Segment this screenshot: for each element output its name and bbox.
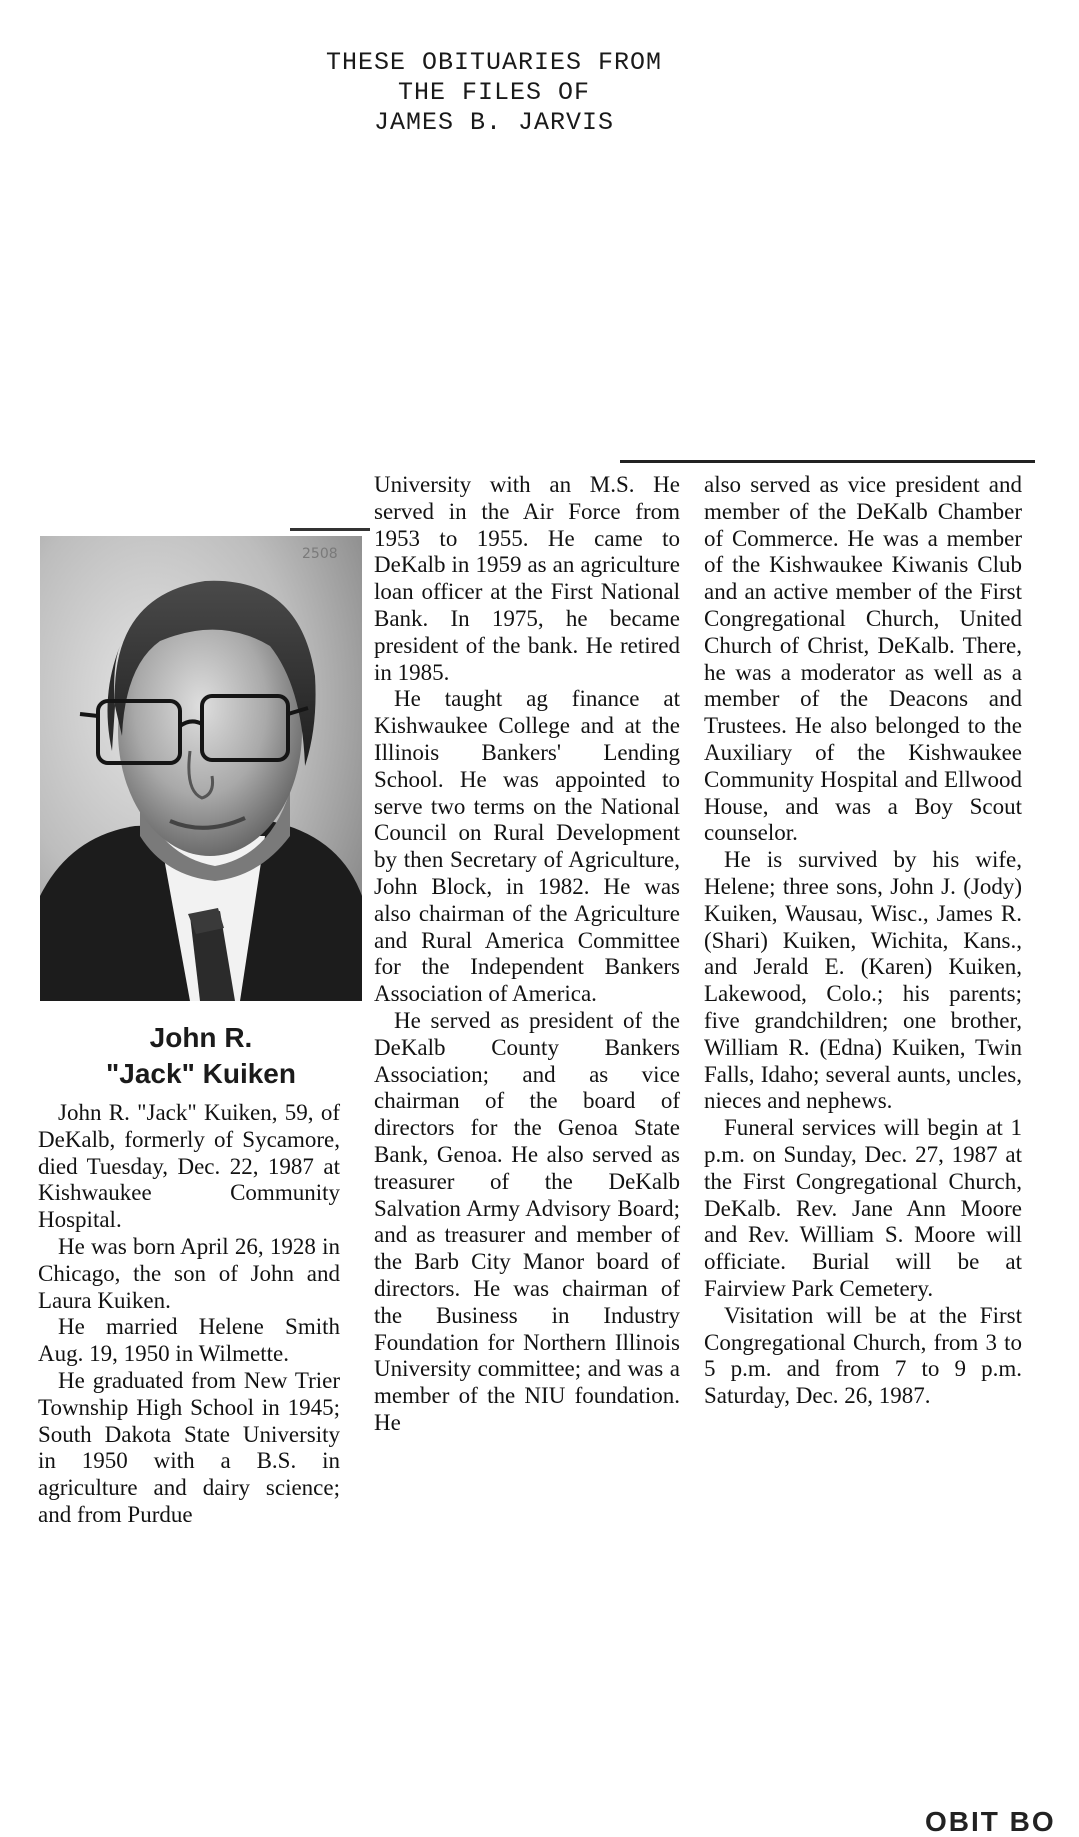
paragraph-civic: also served as vice president and member of the DeKalb Chamber of Commerce. He was a member of the Kishwaukee Kiwanis Club and an active member of the First Congregational Church, United Church of Christ, DeKalb. There, he was a moderator as well as a member of the Deacons and Trustees. He also belonged to the Auxiliary of the Kishwaukee Community Hospital and Ellwood House, and was a Boy Scout counselor.	[704, 472, 1022, 846]
portrait-photo	[40, 536, 362, 1001]
paragraph-survivors: He is survived by his wife, Helene; three sons, John J. (Jody) Kuiken, Wausau, Wisc., James R. (Shari) Kuiken, Wichita, Kans., and Jerald E. (Karen) Kuiken, Lakewood, Colo.; his parents; five grandchildren; one brother, William R. (Edna) Kuiken, Twin Falls, Idaho; several aunts, uncles, nieces and nephews.	[704, 847, 1022, 1114]
header-line-2: THE FILES OF	[397, 78, 591, 107]
paragraph-death-notice: John R. "Jack" Kuiken, 59, of DeKalb, formerly of Sycamore, died Tuesday, Dec. 22, 1987 at Kishwaukee Community Hospital.	[38, 1100, 340, 1233]
paragraph-funeral: Funeral services will begin at 1 p.m. on Sunday, Dec. 27, 1987 at the First Congregational Church, DeKalb. Rev. Jane Ann Moore and Rev. William S. Moore will officiate. Burial will be at Fairview Park Cemetery.	[704, 1115, 1022, 1301]
paragraph-teaching: He taught ag finance at Kishwaukee College and at the Illinois Bankers' Lending School. He was appointed to serve two terms on the National Council on Rural Development by then Secretary of Agriculture, John Block, in 1982. He was also chairman of the Agriculture and Rural America Committee for the Independent Bankers Association of America.	[374, 686, 680, 1007]
column-rule	[620, 460, 1035, 463]
photo-rule	[290, 528, 370, 531]
paragraph-visitation: Visitation will be at the First Congregational Church, from 3 to 5 p.m. and from 7 to 9 p.m. Saturday, Dec. 26, 1987.	[704, 1302, 1022, 1409]
paragraph-career: University with an M.S. He served in the Air Force from 1953 to 1955. He came to DeKalb in 1959 as an agriculture loan officer at the First National Bank. In 1975, he became president of the bank. He retired in 1985.	[374, 472, 680, 685]
paragraph-marriage: He married Helene Smith Aug. 19, 1950 in Wilmette.	[38, 1314, 340, 1367]
footer-stamp: OBIT BO	[925, 1806, 1056, 1837]
name-line-2: "Jack" Kuiken	[106, 1058, 296, 1089]
column-3	[704, 472, 1022, 1410]
column-2	[374, 472, 680, 1437]
header-line-1: THESE OBITUARIES FROM	[325, 48, 663, 77]
paragraph-birth: He was born April 26, 1928 in Chicago, the son of John and Laura Kuiken.	[38, 1233, 340, 1313]
photo-stamp: 2508	[302, 546, 338, 562]
obituary-name	[40, 1020, 362, 1092]
document-header	[0, 48, 988, 138]
paragraph-education: He graduated from New Trier Township High School in 1945; South Dakota State University in 1950 with a B.S. in agriculture and dairy science; and from Purdue	[38, 1367, 340, 1527]
column-1	[38, 1100, 340, 1529]
paragraph-associations: He served as president of the DeKalb County Bankers Association; and as vice chairman of the board of directors for the Genoa State Bank, Genoa. He also served as treasurer of the DeKalb Salvation Army Advisory Board; and as treasurer and member of the Barb City Manor board of directors. He was chairman of the Business in Industry Foundation for Northern Illinois University committee; and was a member of the NIU foundation. He	[374, 1007, 680, 1435]
name-line-1: John R.	[149, 1022, 253, 1053]
header-line-3: JAMES B. JARVIS	[373, 108, 615, 137]
